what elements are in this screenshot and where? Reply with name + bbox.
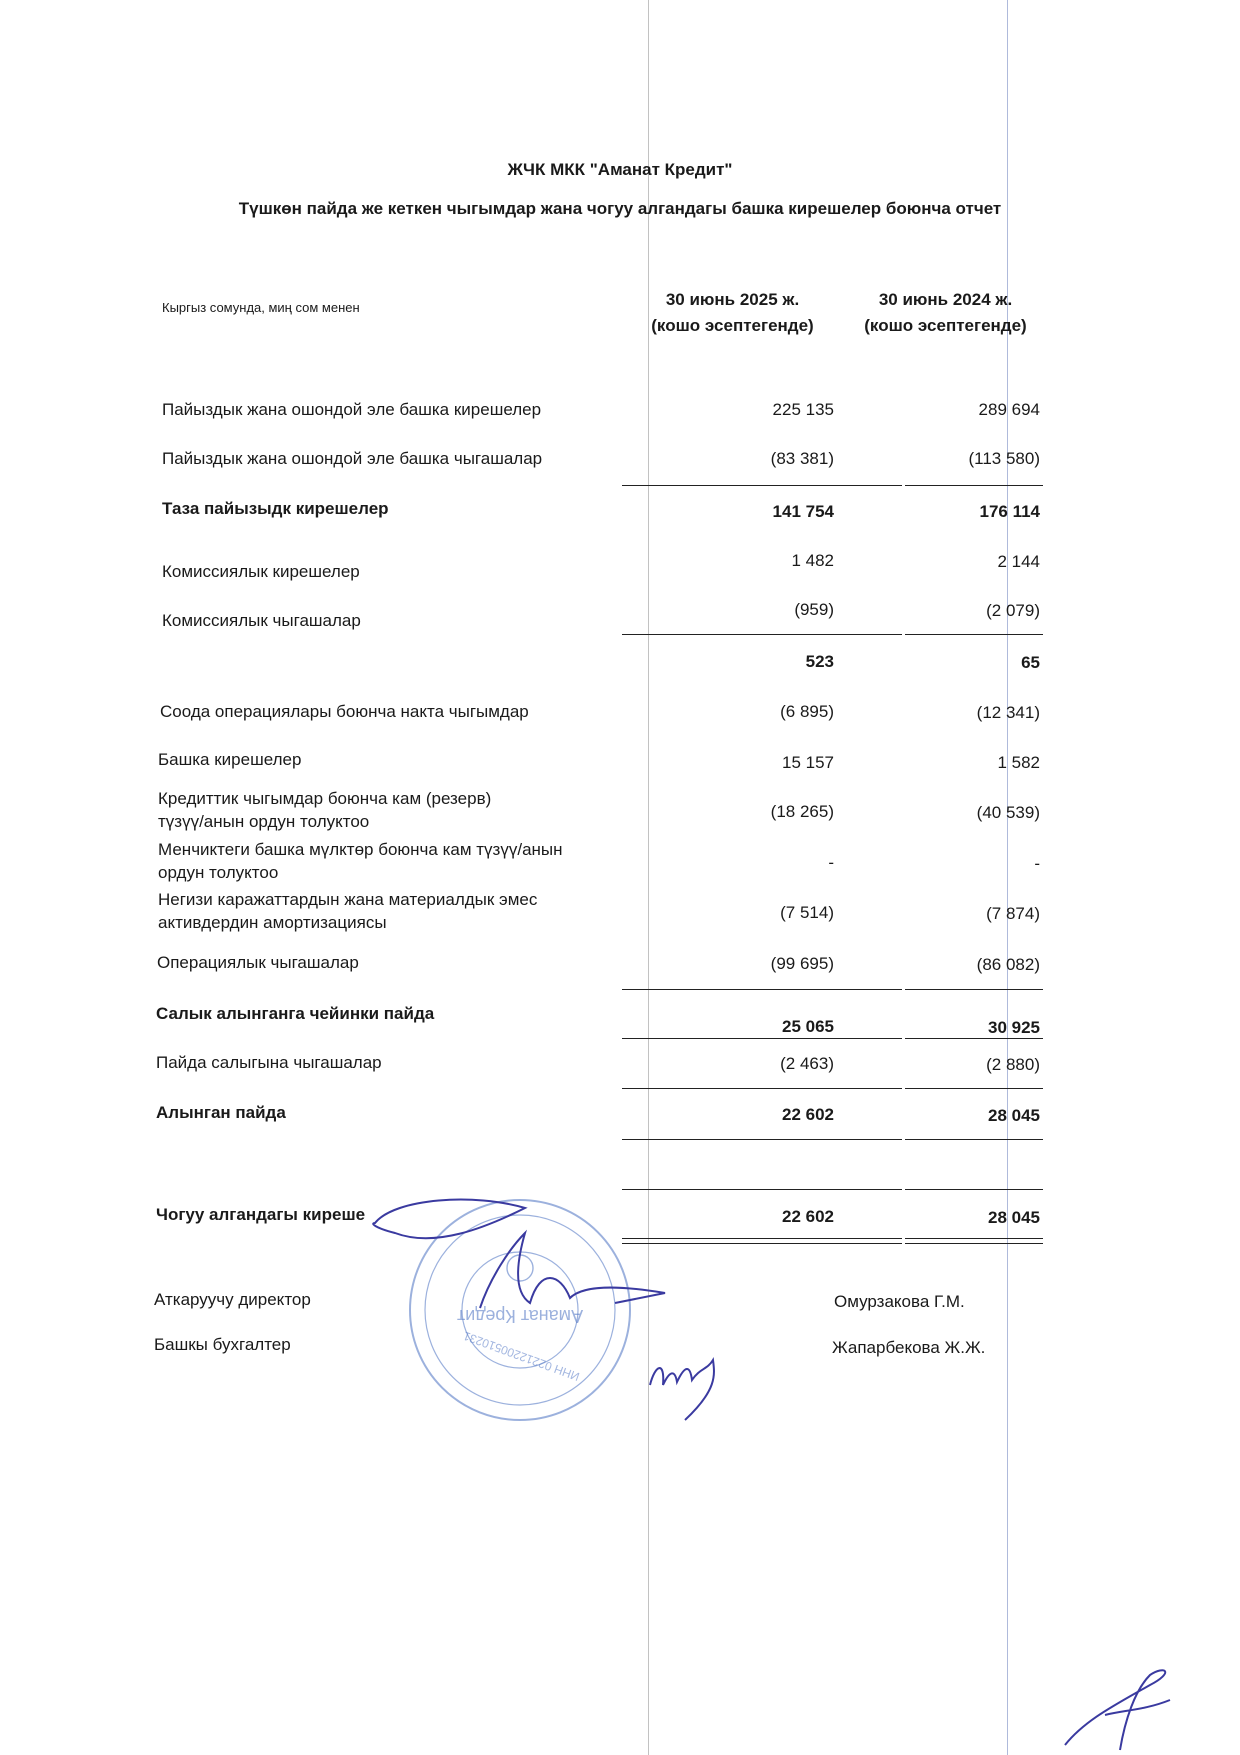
stamp-inn: ИНН 02212200510231 — [461, 1328, 582, 1384]
value-2025: 22 602 — [782, 1105, 834, 1124]
report-title: Түшкөн пайда же кеткен чыгымдар жана чогуу алгандагы башка кирешелер боюнча отчет — [238, 199, 1002, 218]
total-rule — [622, 1139, 902, 1140]
row-label-line: түзүү/анын ордун толуктоо — [158, 812, 370, 831]
row-label: Комиссиялык чыгашалар — [162, 611, 361, 630]
value-2025: (7 514) — [780, 903, 834, 922]
row-label: Алынган пайда — [156, 1103, 286, 1122]
double-rule — [905, 1238, 1043, 1239]
value-2024: 289 694 — [978, 400, 1040, 419]
subtotal-rule — [622, 634, 902, 635]
row-label: Башка кирешелер — [158, 750, 302, 769]
scan-line — [1007, 0, 1008, 1755]
value-2024: 28 045 — [988, 1106, 1040, 1125]
director-signature — [365, 1188, 695, 1338]
value-2025: 15 157 — [782, 753, 834, 772]
row-label: Комиссиялык кирешелер — [162, 562, 360, 581]
value-2024: 1 582 — [997, 753, 1040, 772]
row-label-line: ордун толуктоо — [158, 863, 279, 882]
value-2025: (83 381) — [770, 449, 834, 468]
initials-signature — [1055, 1660, 1185, 1755]
value-2025: 523 — [805, 652, 834, 671]
accountant-title: Башкы бухгалтер — [154, 1335, 291, 1354]
row-label-line: Кредиттик чыгымдар боюнча кам (резерв) — [158, 789, 492, 808]
row-label: Таза пайызыдк кирешелер — [162, 499, 389, 518]
value-2025: - — [828, 853, 834, 872]
subtotal-rule — [622, 989, 902, 990]
value-2025: 22 602 — [782, 1207, 834, 1226]
value-2024: (12 341) — [976, 703, 1040, 722]
row-label-line: Негизи каражаттардын жана материалдык эмес — [158, 890, 538, 909]
row-label-multiline — [158, 787, 491, 833]
units-note: Кыргыз сомунда, миң сом менен — [162, 300, 360, 315]
column-header-2025 — [625, 287, 840, 339]
value-2025: 141 754 — [772, 502, 834, 521]
director-name: Омурзакова Г.М. — [834, 1292, 965, 1311]
accountant-name: Жапарбекова Ж.Ж. — [832, 1338, 986, 1357]
director-title: Аткаруучу директор — [154, 1290, 311, 1309]
row-label-line: Менчиктеги башка мүлктөр боюнча кам түзүү/анын — [158, 840, 563, 859]
value-2024: (113 580) — [968, 449, 1040, 468]
value-2024: 30 925 — [988, 1018, 1040, 1037]
value-2024: (86 082) — [976, 955, 1040, 974]
row-label: Чогуу алгандагы киреше — [156, 1205, 366, 1224]
value-2024: (40 539) — [976, 803, 1040, 822]
value-2024: 65 — [1021, 653, 1040, 672]
total-rule — [905, 1139, 1043, 1140]
subtotal-rule — [622, 1038, 902, 1039]
value-2025: 1 482 — [791, 551, 834, 570]
column-period: 30 июнь 2024 ж. — [878, 290, 1013, 309]
row-label: Соода операциялары боюнча накта чыгымдар — [160, 702, 529, 721]
row-label-multiline — [158, 888, 537, 934]
value-2024: 2 144 — [997, 552, 1040, 571]
subtotal-rule — [622, 485, 902, 486]
subtotal-rule — [905, 485, 1043, 486]
subtotal-rule — [905, 1038, 1043, 1039]
column-period: 30 июнь 2025 ж. — [665, 290, 800, 309]
row-label-multiline — [158, 838, 563, 884]
value-2024: 176 114 — [979, 502, 1040, 521]
double-rule — [905, 1243, 1043, 1244]
stamp-text: Аманат Кредит — [456, 1306, 584, 1326]
subtotal-rule — [622, 1088, 902, 1089]
value-2025: 225 135 — [772, 400, 834, 419]
subtotal-rule — [905, 634, 1043, 635]
value-2025: (2 463) — [780, 1054, 834, 1073]
row-label-line: активдердин амортизациясы — [158, 913, 387, 932]
value-2025: (6 895) — [780, 702, 834, 721]
value-2025: 25 065 — [782, 1017, 834, 1036]
column-note: (кошо эсептегенде) — [864, 316, 1027, 335]
value-2025: (99 695) — [770, 954, 834, 973]
value-2024: 28 045 — [988, 1208, 1040, 1227]
value-2024: (2 079) — [986, 601, 1040, 620]
column-header-2024 — [838, 287, 1053, 339]
subtotal-rule — [905, 1088, 1043, 1089]
value-2024: (2 880) — [986, 1055, 1040, 1074]
value-2024: (7 874) — [986, 904, 1040, 923]
subtotal-rule — [905, 989, 1043, 990]
accountant-signature — [645, 1330, 735, 1430]
value-2025: (959) — [794, 600, 834, 619]
row-label: Пайыздык жана ошондой эле башка кирешелер — [162, 400, 542, 419]
row-label: Пайда салыгына чыгашалар — [156, 1053, 382, 1072]
column-note: (кошо эсептегенде) — [651, 316, 814, 335]
row-label: Операциялык чыгашалар — [157, 953, 359, 972]
company-name: ЖЧК МКК "Аманат Кредит" — [507, 160, 733, 179]
row-label: Пайыздык жана ошондой эле башка чыгашалар — [162, 449, 543, 468]
total-rule — [905, 1189, 1043, 1190]
scan-line — [648, 0, 649, 1755]
value-2024: - — [1034, 854, 1040, 873]
value-2025: (18 265) — [770, 802, 834, 821]
row-label: Салык алынганга чейинки пайда — [156, 1004, 435, 1023]
